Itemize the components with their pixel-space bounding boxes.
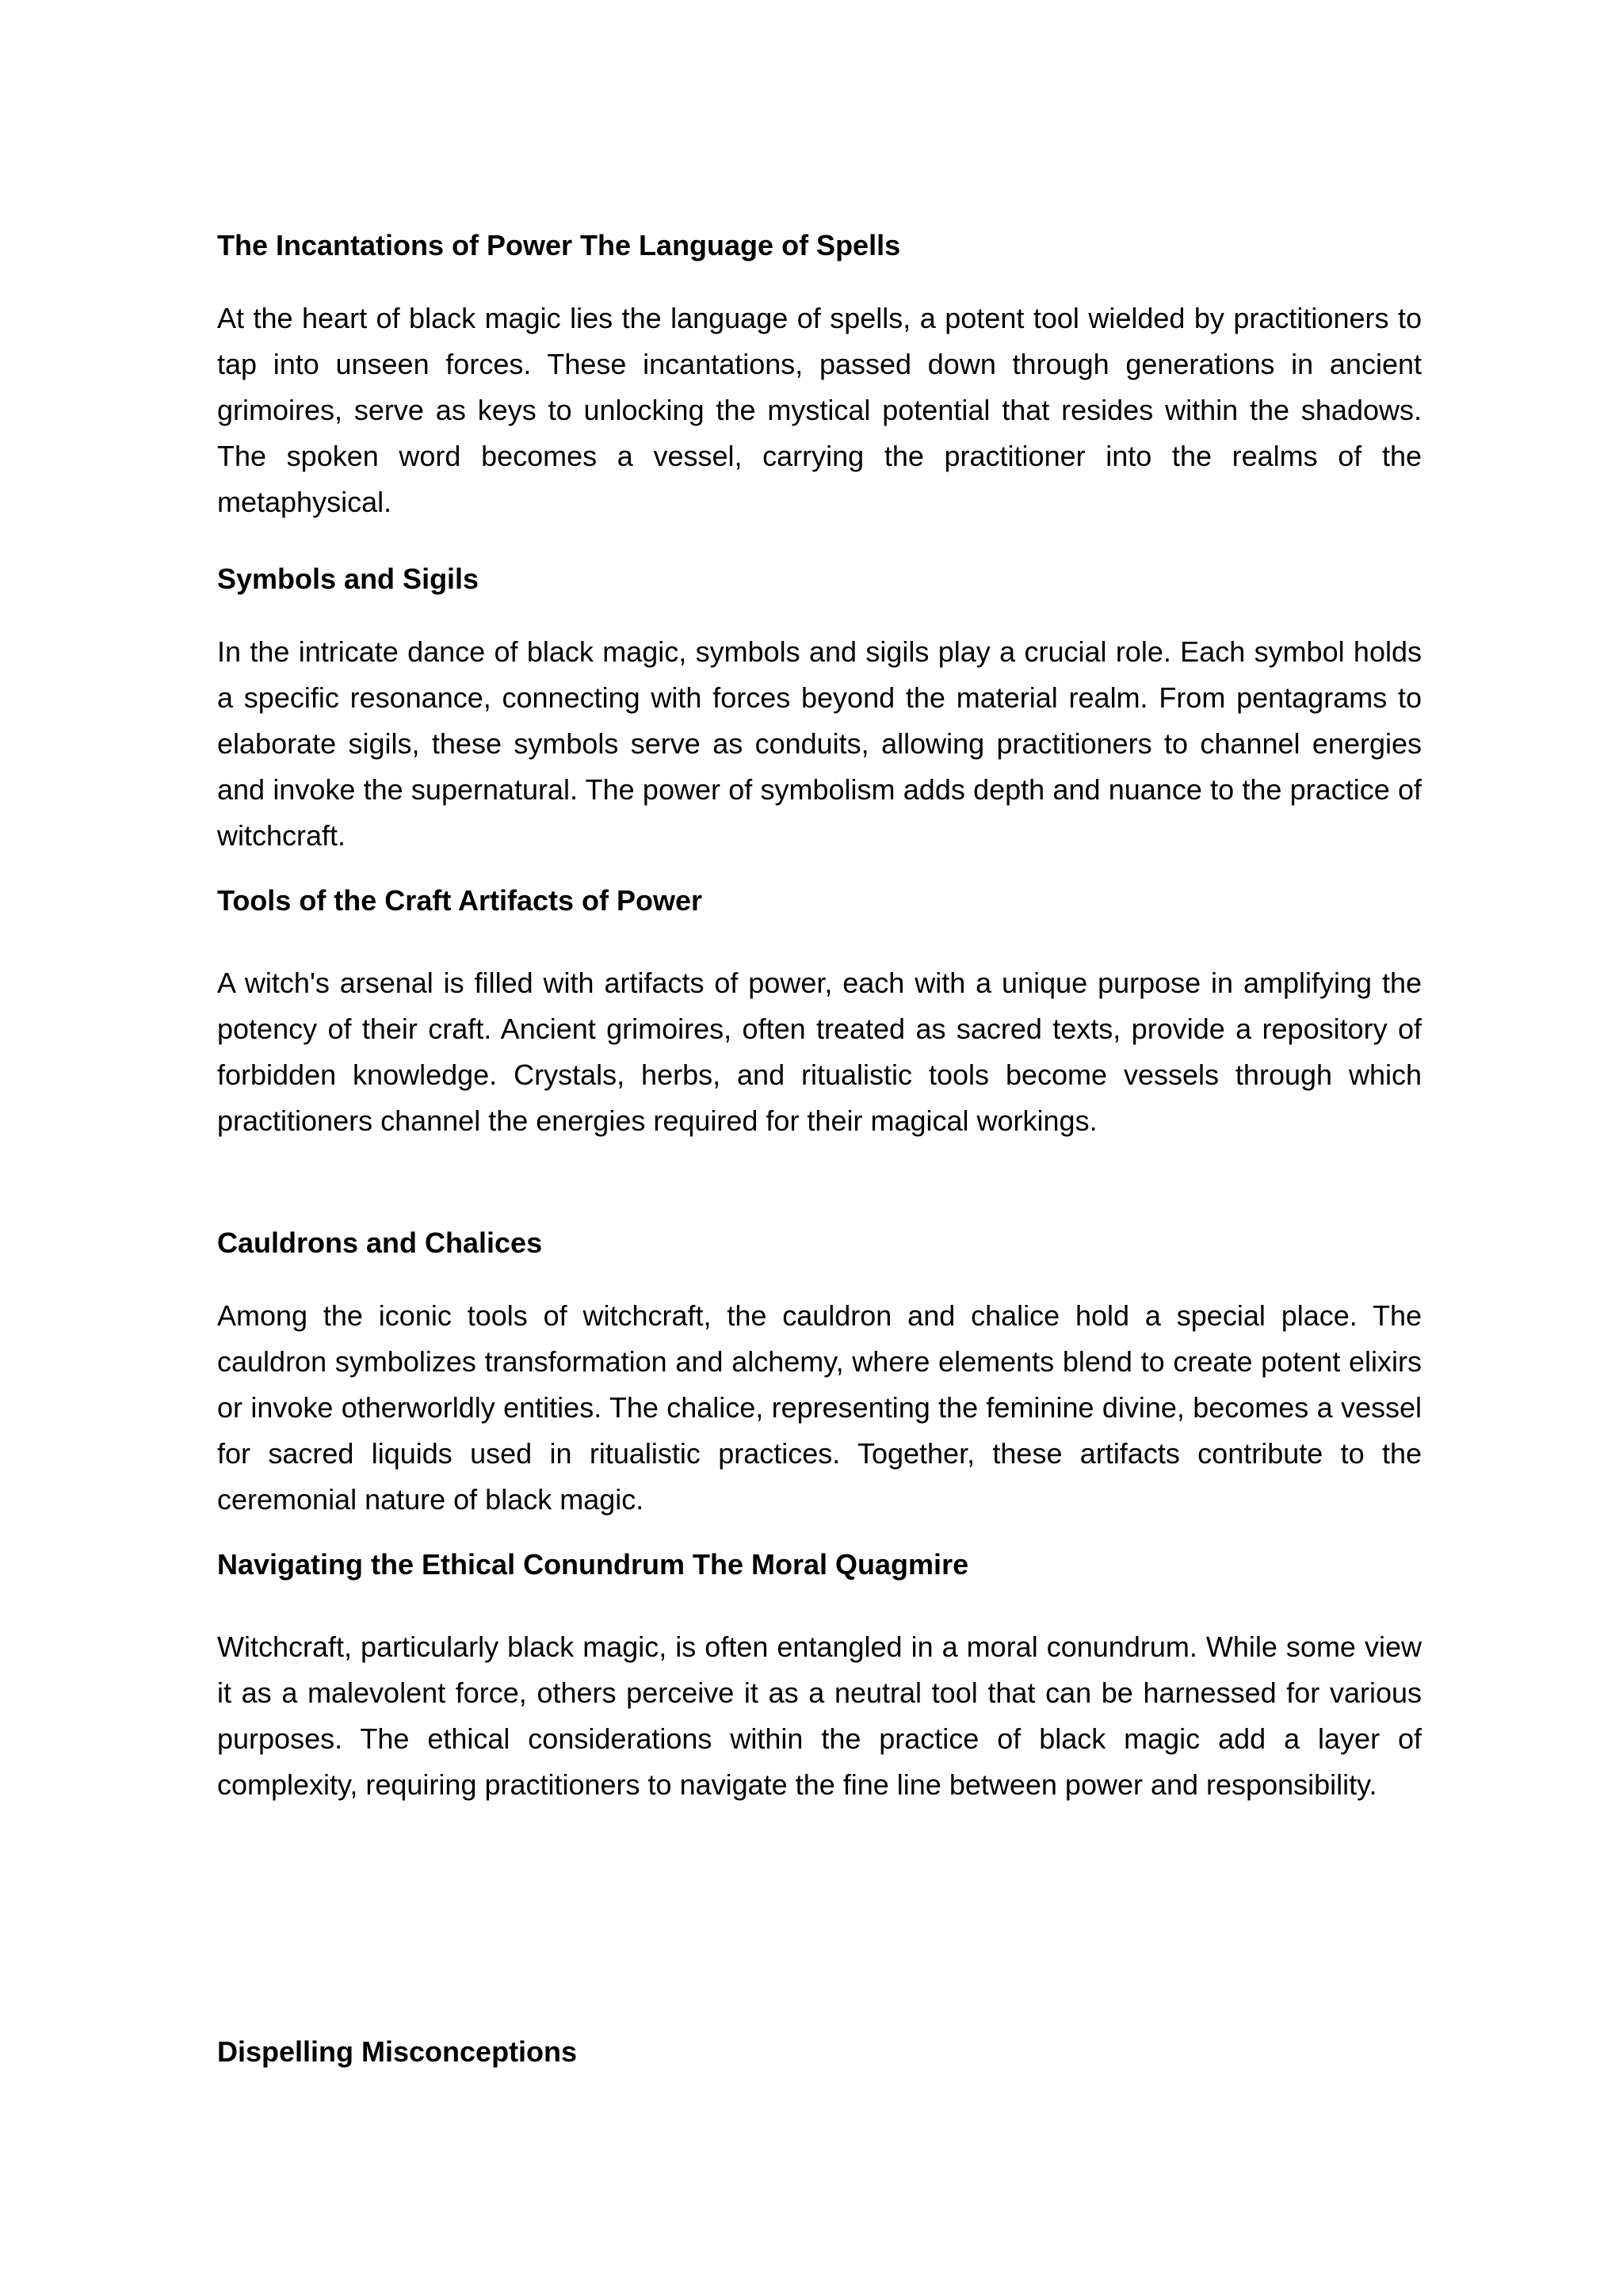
section-heading-cauldrons: Cauldrons and Chalices bbox=[217, 1226, 543, 1259]
section-heading-ethics: Navigating the Ethical Conundrum The Moral Quagmire bbox=[217, 1548, 969, 1581]
section-body-symbols: In the intricate dance of black magic, symbols and sigils play a crucial role. Each symbol holds a specific resonance, connecting with forces beyond the material realm. From pentagrams to elaborate sigils, these symbols serve as conduits, allowing practitioners to channel energies and invoke the supernatural. The power of symbolism adds depth and nuance to the practice of witchcraft. bbox=[217, 635, 1422, 852]
section-heading-incantations: The Incantations of Power The Language of Spells bbox=[217, 229, 901, 261]
section-body-incantations: At the heart of black magic lies the language of spells, a potent tool wielded by practitioners to tap into unseen forces. These incantations, passed down through generations in ancient grimoires, serve as keys to unlocking the mystical potential that resides within the shadows. The spoken word becomes a vessel, carrying the practitioner into the realms of the metaphysical. bbox=[217, 302, 1422, 518]
section-heading-tools: Tools of the Craft Artifacts of Power bbox=[217, 884, 703, 917]
section-body-cauldrons: Among the iconic tools of witchcraft, the cauldron and chalice hold a special place. The cauldron symbolizes transformation and alchemy, where elements blend to create potent elixirs or invoke otherworldly entities. The chalice, representing the feminine divine, becomes a vessel for sacred liquids used in ritualistic practices. Together, these artifacts contribute to the ceremonial nature of black magic. bbox=[217, 1299, 1422, 1516]
section-heading-symbols: Symbols and Sigils bbox=[217, 563, 479, 595]
section-body-tools: A witch's arsenal is filled with artifacts of power, each with a unique purpose in amplifying the potency of their craft. Ancient grimoires, often treated as sacred texts, provide a repository of forbidden knowledge. Crystals, herbs, and ritualistic tools become vessels through which practitioners channel the energies required for their magical workings. bbox=[217, 967, 1422, 1137]
section-body-ethics: Witchcraft, particularly black magic, is often entangled in a moral conundrum. While some view it as a malevolent force, others perceive it as a neutral tool that can be harnessed for various purposes. The ethical considerations within the practice of black magic add a layer of complexity, requiring practitioners to navigate the fine line between power and responsibility. bbox=[217, 1630, 1422, 1801]
section-heading-misconceptions: Dispelling Misconceptions bbox=[217, 2035, 578, 2068]
